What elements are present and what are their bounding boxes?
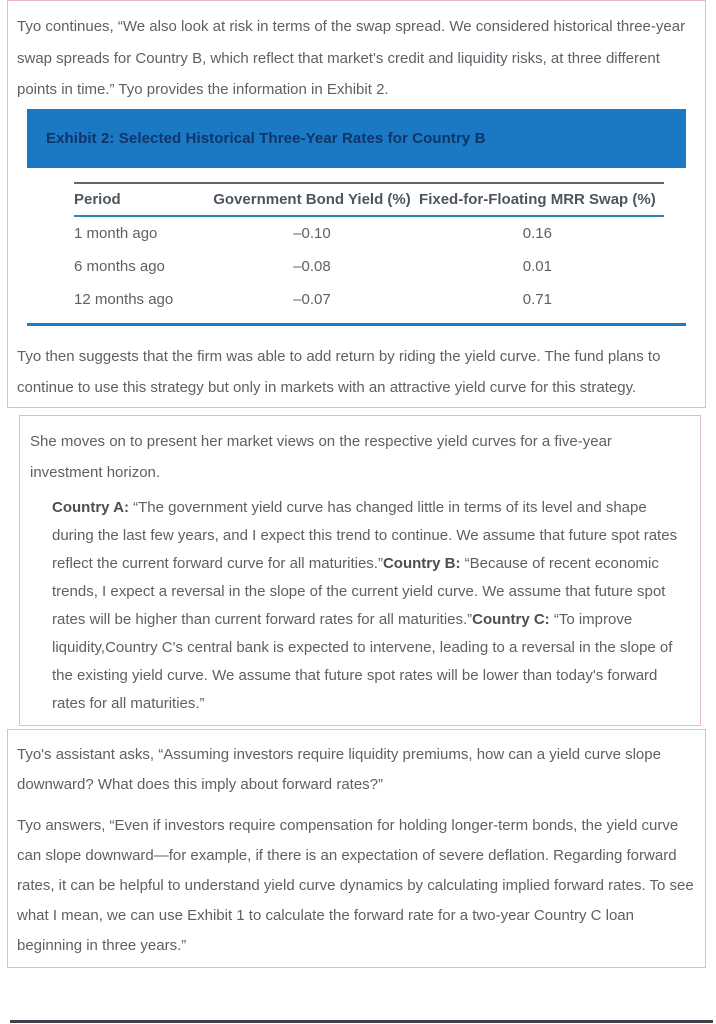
country-b-text: “Because of recent economic trends, I expect a reversal in the slope of the current yield curve. We assume that future spot rates will be higher than current forward rates for all maturities.” [52, 554, 666, 628]
cell-swap-rate: 0.16 [522, 224, 552, 242]
table-row [74, 283, 664, 316]
country-a-label: Country A: [52, 498, 129, 516]
exhibit2-bottom-rule [27, 323, 686, 326]
intro-and-exhibit-section [7, 0, 706, 408]
cell-bond-yield: –0.07 [293, 290, 331, 308]
country-b-label: Country B: [382, 554, 461, 572]
cell-period: 12 months ago [74, 290, 174, 308]
cell-swap-rate: 0.71 [522, 290, 552, 308]
exhibit2-title: Exhibit 2: Selected Historical Three-Year Rates for Country B [46, 129, 486, 147]
assistant-question-paragraph: Tyo's assistant asks, “Assuming investors require liquidity premiums, how can a yield curve slope downward? What does this imply about forward rates?” [17, 745, 661, 793]
cell-period: 6 months ago [74, 257, 165, 275]
intro-paragraph: Tyo continues, “We also look at risk in terms of the swap spread. We considered historical three-year swap spreads for Country B, which reflect that market's credit and liquidity risks, at three different points in time.” Tyo provides the information in Exhibit 2. [17, 18, 686, 98]
rates-table-wrapper [74, 182, 664, 316]
table-row [74, 250, 664, 283]
country-views-list [52, 494, 688, 718]
market-views-intro: She moves on to present her market views on the respective yield curves for a five-year investment horizon. [30, 432, 612, 481]
country-c-label: Country C: [472, 610, 550, 628]
header-period: Period [74, 183, 213, 216]
question-answer-section [7, 729, 706, 968]
rates-table [74, 182, 664, 316]
exhibit2-block [27, 109, 686, 326]
riding-yield-curve-paragraph: Tyo then suggests that the firm was able to add return by riding the yield curve. The fund plans to continue to use this strategy but only in markets with an attractive yield curve for this strategy. [17, 347, 661, 396]
header-government-bond-yield: Government Bond Yield (%) [213, 183, 411, 216]
table-header-row [74, 183, 664, 216]
bottom-bar [10, 1020, 713, 1023]
tyo-answer-paragraph: Tyo answers, “Even if investors require compensation for holding longer-term bonds, the yield curve can slope downward—for example, if there is an expectation of severe deflation. Regarding forward rates, it can be helpful to understand yield curve dynamics by calculating implied forward rates. To see what I mean, we can use Exhibit 1 to calculate the forward rate for a two-year Country C loan beginning in three years.” [17, 816, 694, 954]
header-fixed-for-floating-swap: Fixed-for-Floating MRR Swap (%) [411, 183, 664, 216]
cell-bond-yield: –0.08 [293, 257, 331, 275]
table-row [74, 216, 664, 250]
country-a-text: “The government yield curve has changed little in terms of its level and shape during the last few years, and I expect this trend to continue. We assume that future spot rates reflect the current forward curve for all maturities.” [52, 498, 678, 572]
exhibit2-header-bar [27, 109, 686, 168]
cell-bond-yield: –0.10 [293, 224, 331, 242]
cell-swap-rate: 0.01 [522, 257, 552, 275]
cell-period: 1 month ago [74, 224, 158, 242]
country-c-text: “To improve liquidity,Country C's central bank is expected to intervene, leading to a reversal in the slope of the existing yield curve. We assume that future spot rates will be lower than today's forward rates for all maturities.” [52, 610, 673, 712]
market-views-section [19, 415, 701, 726]
